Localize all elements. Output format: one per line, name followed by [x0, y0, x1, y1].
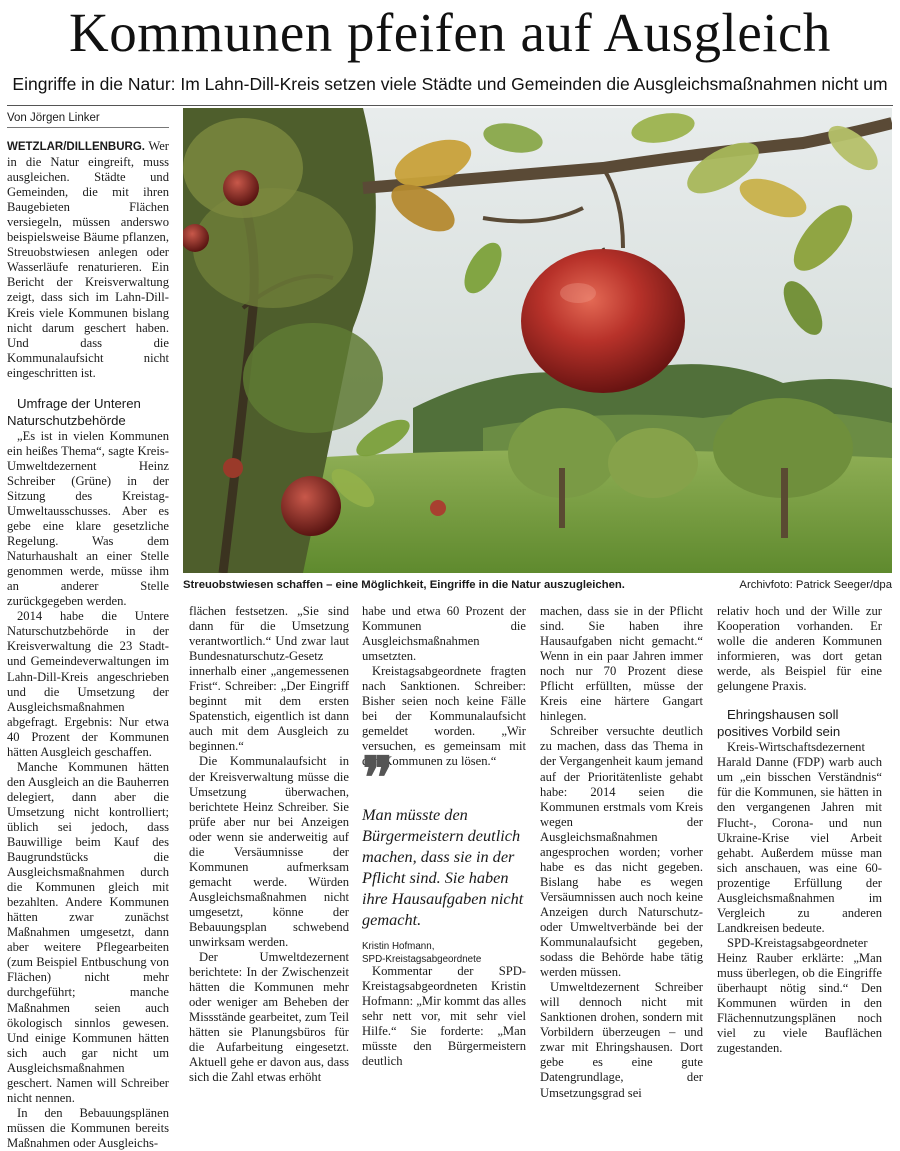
paragraph: Kreis-Wirtschaftsdezernent Harald Danne (FDP) warb auch um „ein bisschen Verständnis“ für die Kommunen, sie hätten in den vergangenen Jahren mit Flucht-, Corona- und nun Ukraine-Krise viel Arbeit gehabt. Außerdem müsse man sich anschauen, was eine 60-prozentige Erfüllung der Ausgleichsmaßnahmen im Vergleich zu anderen Landkreisen bedeute.: [717, 740, 882, 935]
paragraph: Der Umweltdezernent berichtete: In der Zwischenzeit hätten die Kommunen mehr oder weniger am Beheben der Missstände gearbeitet, zum Teil hätten sie Planungsbüros für die Aufarbeitung eingesetzt. Aktuell gehe er davon aus, dass sich die Zahl etwas erhöht: [189, 950, 349, 1085]
paragraph: machen, dass sie in der Pflicht sind. Sie haben ihre Hausaufgaben nicht gemacht.“ Wenn in ein paar Jahren immer noch nur 70 Prozent diese Pflicht erfüllten, müsse der Kreis eine härtere Gangart hinlegen.: [540, 604, 703, 724]
paragraph: In den Bebauungsplänen müssen die Kommunen bereits Maßnahmen oder Ausgleichs-: [7, 1105, 169, 1150]
quote-author-role: SPD-Kreistagsabgeordnete: [362, 954, 482, 965]
subheading-ehringshausen: Ehringshausen soll positives Vorbild sein: [717, 707, 841, 740]
paragraph: Schreiber versuchte deutlich zu machen, dass das Thema in der Vergangenheit kaum jemand auf der Prioritätenliste gehabt habe: 2014 seien die Kommunen erstmals vom Kreis wegen der Ausgleichsmaßnahmen angesprochen worden; vorher habe es das nicht gegeben. Bislang habe es wegen Versäumnissen auch noch keine Anzeigen durch Naturschutz- oder Umweltverbände bei der Kommunalaufsicht gegeben, sodass die Behörde habe tätig werden müssen.: [540, 724, 703, 980]
photo-credit: Archivfoto: Patrick Seeger/dpa: [739, 579, 892, 591]
column-4: [540, 604, 703, 1101]
header-rule: [7, 105, 893, 106]
pull-quote: [362, 744, 528, 966]
article-subheadline: Eingriffe in die Natur: Im Lahn-Dill-Kreis setzen viele Städte und Gemeinden die Ausgleichsmaßnahmen nicht um: [12, 74, 888, 94]
column-3-continued: [362, 964, 526, 1069]
paragraph: Die Kommunalaufsicht in der Kreisverwaltung müsse die Umsetzung überwachen, berichtete Heinz Schreiber. Sie prüfe aber nur bei Anzeigen oder wenn sie anderweitig auf die Versäumnisse der Kommunen aufmerksam gemacht werde. Würden Ausgleichsmaßnahmen nicht umgesetzt, könne der Bebauungsplan schwebend unwirksam werden.: [189, 754, 349, 950]
article-headline: Kommunen pfeifen auf Ausgleich: [69, 2, 831, 63]
quote-author: Kristin Hofmann,: [362, 941, 435, 952]
column-2: [189, 604, 349, 1086]
paragraph: habe und etwa 60 Prozent der Kommunen die Ausgleichsmaßnahmen umsetzten.: [362, 604, 526, 664]
lead-paragraph: [7, 139, 169, 381]
photo-caption: [183, 578, 892, 592]
paragraph: Manche Kommunen hätten den Ausgleich an die Bauherren delegiert, dann aber die Umsetzung nicht kontrolliert; üblich sei jedoch, dass Bauwillige beim Kauf des Baugrundstücks die Ausgleichsmaßnahmen durch die Kommunen gleich mit bezahlten. Andere Kommunen hätten zwar zunächst Maßnahmen umgesetzt, dann aber weitere Pflegearbeiten (zum Beispiel Entbuschung von Flächen) nicht mehr durchgeführt; manche Maßnahmen seien auch ökologisch sinnlos gewesen. Und einige Kommunen hätten sich auch gar nicht um Ausgleichsmaßnahmen geschert. Namen will Schreiber nicht nennen.: [7, 759, 169, 1105]
dateline: WETZLAR/DILLENBURG.: [7, 141, 145, 153]
byline: Von Jörgen Linker: [7, 111, 169, 128]
apple-tree-photo: [183, 108, 892, 573]
paragraph: flächen festsetzen. „Sie sind dann für die Umsetzung verantwortlich.“ Und zwar laut Bundesnaturschutz-Gesetz innerhalb einer „angemessenen Frist“. Schreiber: „Der Eingriff beginnt mit dem ersten Spatenstich, eigentlich ist dann auch mit dem Ausgleich zu beginnen.“: [189, 604, 349, 754]
paragraph: SPD-Kreistagsabgeordneter Heinz Rauber erklärte: „Man muss überlegen, ob die Eingriffe überhaupt nötig sind.“ Den Kommunen würden in den Flächennutzungsplänen noch viel zu viele Bauflächen zugestanden.: [717, 935, 882, 1056]
paragraph: Kreistagsabgeordnete fragten nach Sanktionen. Schreiber: Bisher seien noch keine Fälle bei der Kommunalaufsicht gemeldet worden. „Wir versuchen, es gemeinsam mit den Kommunen zu lösen.“: [362, 664, 526, 769]
paragraph: Kommentar der SPD-Kreistagsabgeordneten Kristin Hofmann: „Mir kommt das alles sehr nett vor, mit sehr viel Hilfe.“ Sie forderte: „Man müsste den Bürgermeistern deutlich: [362, 964, 526, 1069]
paragraph: 2014 habe die Untere Naturschutzbehörde in der Kreisverwaltung die 23 Stadt- und Gemeindeverwaltungen im Lahn-Dill-Kreis angeschrieben und die Umsetzung der Ausgleichsmaßnahmen abgefragt. Ergebnis: Nur etwa 40 Prozent der Kommunen hätten Ausgleich geschaffen.: [7, 609, 169, 759]
column-5: [717, 604, 882, 1056]
lead-text: Wer in die Natur eingreift, muss ausgleichen. Städte und Gemeinden, die mit ihren Baugebieten Flächen versiegeln, müssen anderswo beispielsweise Bäume pflanzen, Streuobstwiesen anlegen oder Wasserläufe renaturieren. Ein Bericht der Kreisverwaltung zeigt, dass sich im Lahn-Dill-Kreis viele Kommunen bislang nicht darum geschert haben. Und dass die Kommunalaufsicht nicht eingeschritten ist.: [7, 139, 169, 380]
paragraph: „Es ist in vielen Kommunen ein heißes Thema“, sagte Kreis-Umweltdezernent Heinz Schreiber (Grüne) in der Sitzung des Kreistag-Umweltausschusses. Aber es gebe eine klare gesetzliche Regelung. Was dem Naturhaushalt an einer Stelle genommen werde, müsse ihm an anderer Stelle zurückgegeben werden.: [7, 428, 169, 609]
paragraph: relativ hoch und der Wille zur Kooperation vorhanden. Er wolle die anderen Kommunen informieren, was dort getan werde, als Beispiel für eine gelungene Praxis.: [717, 604, 882, 694]
quote-mark-icon: ❞: [362, 744, 394, 812]
quote-text: Man müsste den Bürgermeistern deutlich machen, dass sie in der Pflicht sind. Sie haben ihre Hausaufgaben nicht gemacht.: [362, 805, 524, 929]
subheading-umfrage: Umfrage der Unteren Naturschutzbehörde: [7, 395, 141, 428]
paragraph: Umweltdezernent Schreiber will dennoch nicht mit Sanktionen drohen, sondern mit Vorbildern überzeugen – und zwar mit Ehringshausen. Dort gebe es eine gute Datengrundlage, der Umsetzungsgrad sei: [540, 980, 703, 1100]
column-1: [7, 139, 169, 1151]
caption-text: Streuobstwiesen schaffen – eine Möglichkeit, Eingriffe in die Natur auszugleichen.: [183, 579, 625, 591]
quote-attribution: [362, 940, 528, 966]
